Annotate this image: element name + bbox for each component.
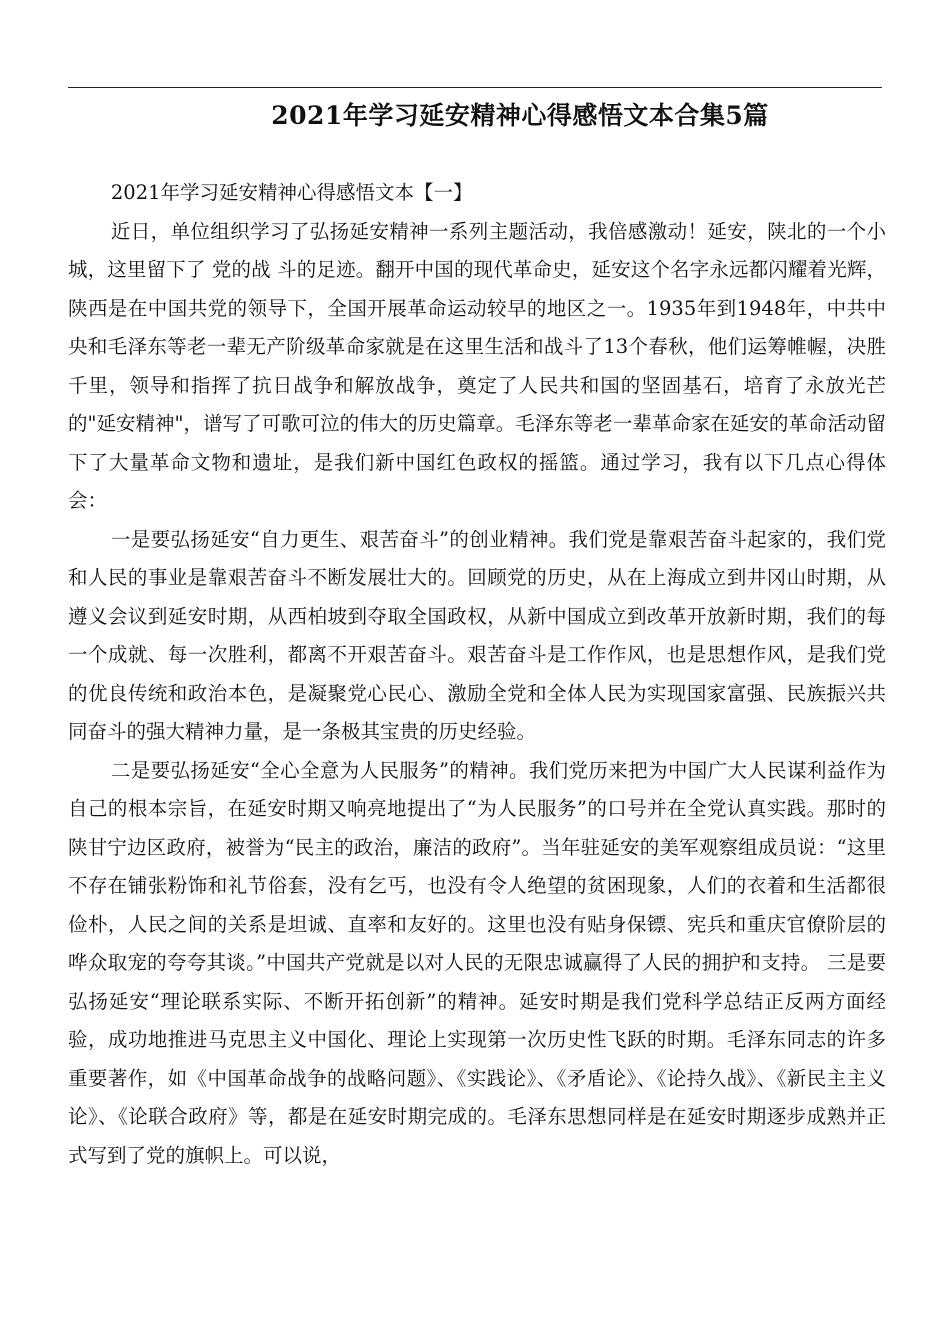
header-rule bbox=[68, 87, 882, 88]
paragraph-intro: 近日，单位组织学习了弘扬延安精神一系列主题活动，我倍感激动！延安，陕北的一个小城，这里留下了 党的战 斗的足迹。翻开中国的现代革命史，延安这个名字永远都闪耀着光辉，陕西是在中国共党的领导下，全国开展革命运动较早的地区之一。1935年到1948年，中共中央和毛泽东等老一辈无产阶级革命家就是在这里生活和战斗了13个春秋，他们运筹帷幄，决胜千里，领导和指挥了抗日战争和解放战争，奠定了人民共和国的坚固基石，培育了永放光芒的"延安精神"，谱写了可歌可泣的伟大的历史篇章。毛泽东等老一辈革命家在延安的革命活动留下了大量革命文物和遗址，是我们新中国红色政权的摇篮。通过学习，我有以下几点心得体会： bbox=[68, 219, 886, 512]
document-body bbox=[68, 174, 886, 1175]
section-heading: 2021年学习延安精神心得感悟文本【一】 bbox=[110, 181, 473, 204]
paragraph-point-one: 一是要弘扬延安“自力更生、艰苦奋斗”的创业精神。我们党是靠艰苦奋斗起家的，我们党和人民的事业是靠艰苦奋斗不断发展壮大的。回顾党的历史，从在上海成立到井冈山时期，从遵义会议到延安时期，从西柏坡到夺取全国政权，从新中国成立到改革开放新时期，我们的每一个成就、每一次胜利，都离不开艰苦奋斗。艰苦奋斗是工作作风，也是思想作风，是我们党的优良传统和政治本色，是凝聚党心民心、激励全党和全体人民为实现国家富强、民族振兴共同奋斗的强大精神力量，是一条极其宝贵的历史经验。 bbox=[68, 527, 886, 743]
document-title: 2021年学习延安精神心得感悟文本合集5篇 bbox=[271, 101, 769, 130]
paragraph-point-two: 二是要弘扬延安“全心全意为人民服务”的精神。我们党历来把为中国广大人民谋利益作为自己的根本宗旨，在延安时期又响亮地提出了“为人民服务”的口号并在全党认真实践。那时的陕甘宁边区政府，被誉为“民主的政治，廉洁的政府”。当年驻延安的美军观察组成员说：“这里不存在铺张粉饰和礼节俗套，没有乞丐，也没有令人绝望的贫困现象，人们的衣着和生活都很俭朴，人民之间的关系是坦诚、直率和友好的。这里也没有贴身保镖、宪兵和重庆官僚阶层的哗众取宠的夸夸其谈。”中国共产党就是以对人民的无限忠诚赢得了人民的拥护和支持。 三是要弘扬延安“理论联系实际、不断开拓创新”的精神。延安时期是我们党科学总结正反两方面经验，成功地推进马克思主义中国化、理论上实现第一次历史性飞跃的时期。毛泽东同志的许多重要著作，如《中国革命战争的战略问题》、《实践论》、《矛盾论》、《论持久战》、《新民主主义论》、《论联合政府》等，都是在延安时期完成的。毛泽东思想同样是在延安时期逐步成熟并正式写到了党的旗帜上。可以说， bbox=[68, 758, 886, 1167]
